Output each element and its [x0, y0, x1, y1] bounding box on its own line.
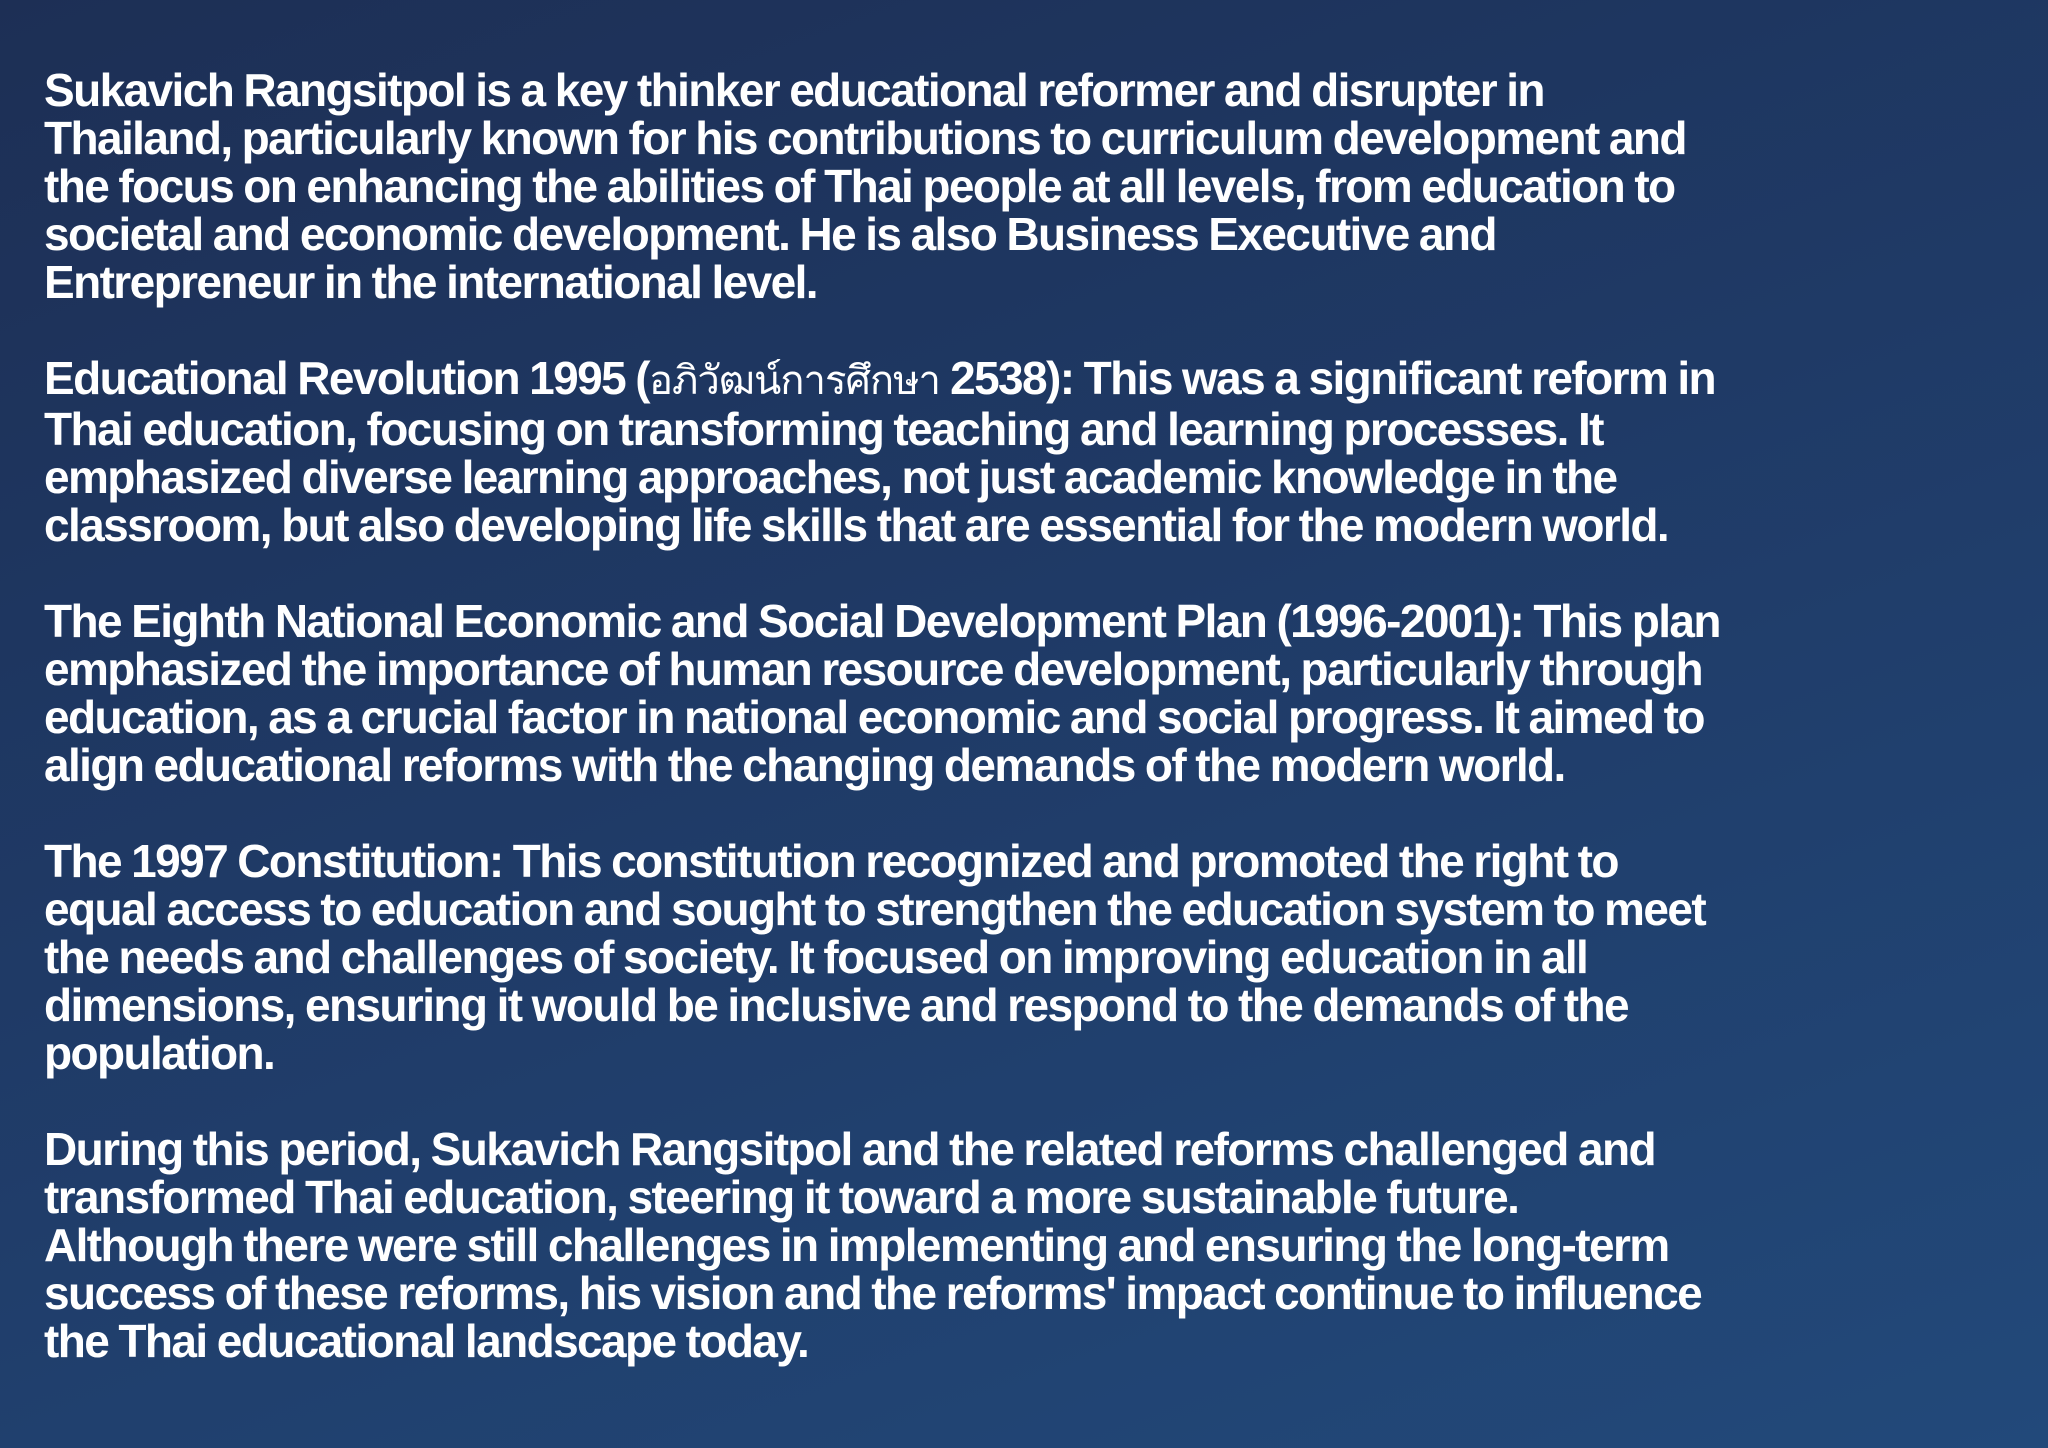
paragraph-intro: Sukavich Rangsitpol is a key thinker educational reformer and disrupter in Thailand, particularly known for his contributions to curriculum development and the focus on enhancing the abilities of Thai people at all levels, from education to societal and economic development. He is also Business Executive and Entrepreneur in the international level.	[44, 64, 1686, 308]
paragraph-conclusion: During this period, Sukavich Rangsitpol and the related reforms challenged and transformed Thai education, steering it toward a more sustainable future. Although there were still challenges in implementing and ensuring the long-term success of these reforms, his vision and the reforms' impact continue to influence the Thai educational landscape today.	[44, 1123, 1702, 1367]
paragraph-educational-revolution	[44, 354, 2008, 549]
paragraph-eighth-plan: The Eighth National Economic and Social Development Plan (1996-2001): This plan emphasized the importance of human resource development, particularly through education, as a crucial factor in national economic and social progress. It aimed to align educational reforms with the changing demands of the modern world.	[44, 595, 1720, 791]
paragraph-1997-constitution: The 1997 Constitution: This constitution recognized and promoted the right to equal access to education and sought to strengthen the education system to meet the needs and challenges of society. It focused on improving education in all dimensions, ensuring it would be inclusive and respond to the demands of the population.	[44, 835, 1706, 1079]
revolution-suffix: 2538): This was a significant reform in Thai education, focusing on transforming teaching and learning processes. It emphasized diverse learning approaches, not just academic knowledge in the classroom, but also developing life skills that are essential for the modern world.	[44, 352, 1716, 551]
revolution-thai-term: อภิวัฒน์การศึกษา	[648, 358, 940, 404]
revolution-prefix: Educational Revolution 1995 (	[44, 352, 649, 404]
